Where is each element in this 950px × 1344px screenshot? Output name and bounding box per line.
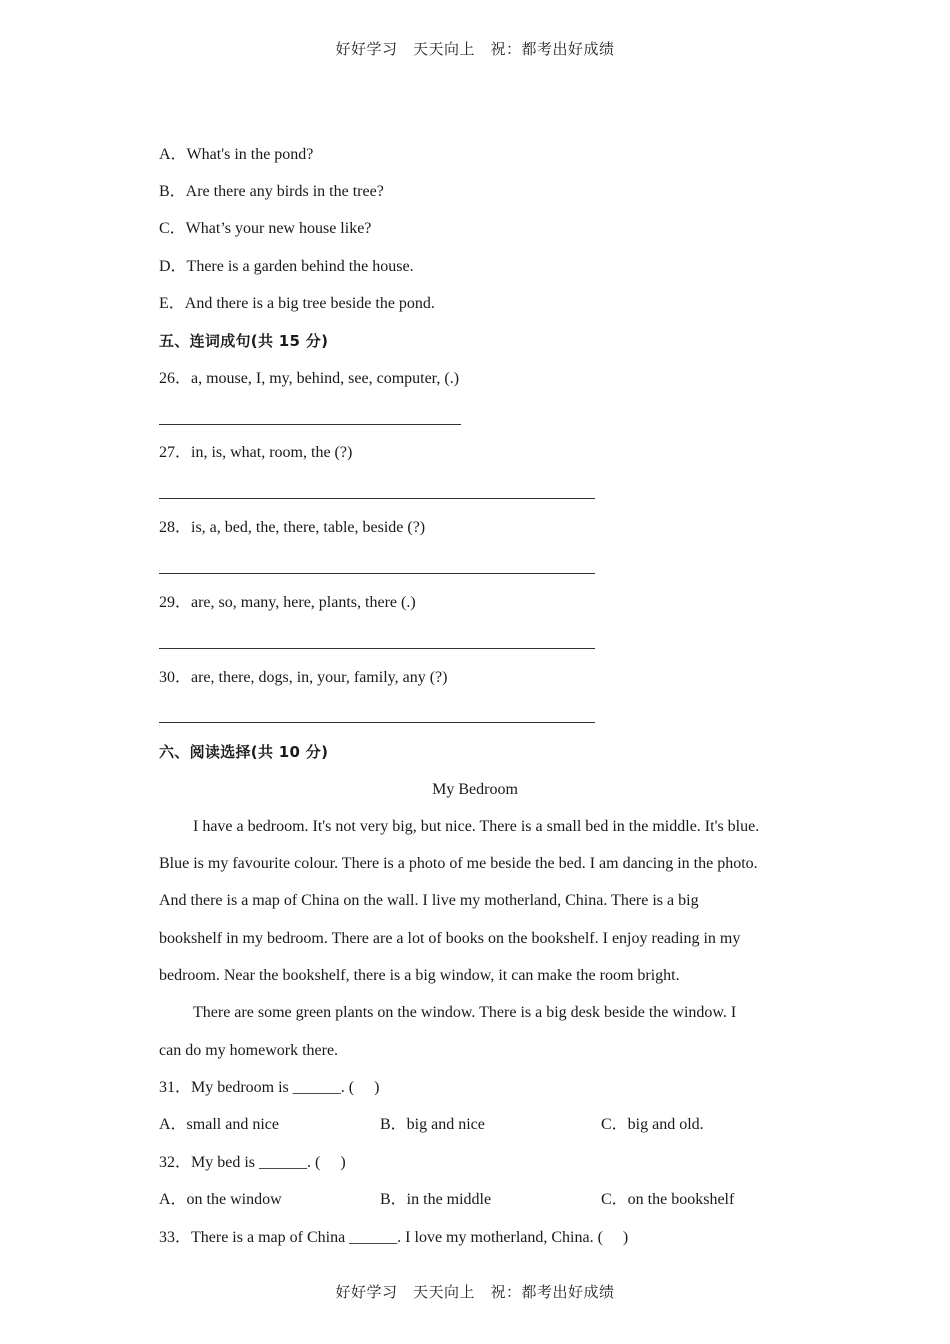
answer-line-28[interactable] [159, 573, 595, 574]
q32-option-a[interactable]: A．on the window [159, 1191, 282, 1208]
page-header: 好好学习 天天向上 祝：都考出好成绩 [335, 40, 615, 58]
q31-option-c[interactable]: C．big and old. [601, 1116, 704, 1133]
question-26: 26．a, mouse, I, my, behind, see, computer, (.) [159, 370, 460, 387]
q31-option-b[interactable]: B．big and nice [380, 1116, 485, 1133]
page-footer: 好好学习 天天向上 祝：都考出好成绩 [335, 1283, 615, 1301]
question-30: 30．are, there, dogs, in, your, family, any (?) [159, 669, 448, 686]
question-33: 33．There is a map of China ______. I love my motherland, China. ( ) [159, 1229, 629, 1246]
answer-line-27[interactable] [159, 498, 595, 499]
passage-line: can do my homework there. [159, 1042, 339, 1059]
passage-line: And there is a map of China on the wall. I live my motherland, China. There is a big [159, 892, 699, 909]
q32-option-c[interactable]: C．on the bookshelf [601, 1191, 735, 1208]
answer-line-30[interactable] [159, 722, 595, 723]
question-27: 27．in, is, what, room, the (?) [159, 444, 353, 461]
question-28: 28．is, a, bed, the, there, table, beside (?) [159, 519, 426, 536]
option-c: C．What’s your new house like? [159, 220, 372, 237]
option-d: D．There is a garden behind the house. [159, 258, 414, 275]
question-31: 31．My bedroom is ______. ( ) [159, 1079, 380, 1096]
answer-line-26[interactable] [159, 424, 461, 425]
question-29: 29．are, so, many, here, plants, there (.) [159, 594, 416, 611]
answer-line-29[interactable] [159, 648, 595, 649]
passage-title: My Bedroom [432, 781, 518, 798]
passage-line: bedroom. Near the bookshelf, there is a big window, it can make the room bright. [159, 967, 680, 984]
q31-option-a[interactable]: A．small and nice [159, 1116, 279, 1133]
section-6-title: 六、阅读选择(共 10 分) [159, 743, 329, 761]
option-a: A．What's in the pond? [159, 146, 314, 163]
passage-line: bookshelf in my bedroom. There are a lot of books on the bookshelf. I enjoy reading in my [159, 930, 741, 947]
section-5-title: 五、连词成句(共 15 分) [159, 332, 329, 350]
passage-line: Blue is my favourite colour. There is a photo of me beside the bed. I am dancing in the photo. [159, 855, 758, 872]
option-e: E．And there is a big tree beside the pond. [159, 295, 435, 312]
q32-option-b[interactable]: B．in the middle [380, 1191, 492, 1208]
passage-line: I have a bedroom. It's not very big, but nice. There is a small bed in the middle. It's blue. [193, 818, 760, 835]
option-b: B．Are there any birds in the tree? [159, 183, 384, 200]
passage-line: There are some green plants on the window. There is a big desk beside the window. I [193, 1004, 737, 1021]
question-32: 32．My bed is ______. ( ) [159, 1154, 346, 1171]
